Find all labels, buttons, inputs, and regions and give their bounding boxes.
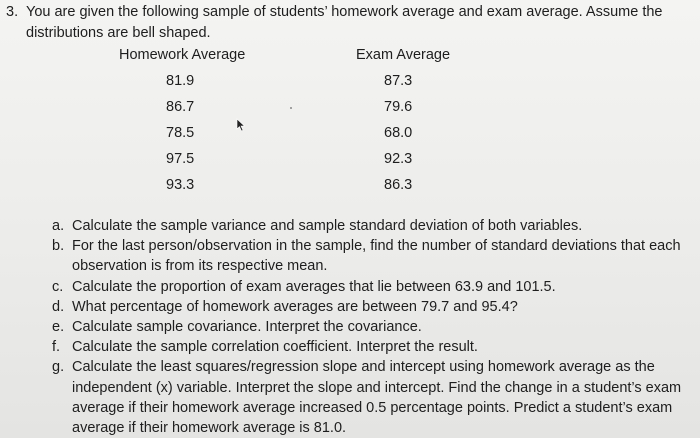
- part-text: For the last person/observation in the sample, find the number of standard deviations that each observation is from its respective mean.: [72, 238, 681, 275]
- question-text-line1: You are given the following sample of students’ homework average and exam average. Assume the: [26, 4, 663, 20]
- part-label: g.: [52, 359, 65, 376]
- exam-value: 92.3: [384, 151, 413, 167]
- part-label: d.: [52, 298, 65, 315]
- speck-mark: [290, 107, 292, 109]
- question-number: 3.: [6, 4, 19, 20]
- mouse-pointer-icon: [236, 118, 246, 132]
- part-text: Calculate sample covariance. Interpret the covariance.: [72, 319, 422, 336]
- part-label: a.: [52, 218, 65, 234]
- question-header: [6, 2, 686, 44]
- question-parts-list: [52, 216, 692, 438]
- homework-value: 86.7: [166, 99, 195, 115]
- homework-value: 78.5: [166, 125, 195, 141]
- exam-value: 68.0: [384, 125, 413, 141]
- part-label: b.: [52, 238, 65, 255]
- question-part-g: [52, 357, 692, 438]
- question-part-c: [52, 277, 692, 297]
- part-text: Calculate the sample variance and sample standard deviation of both variables.: [72, 218, 583, 234]
- exam-value: 86.3: [384, 177, 413, 193]
- part-label: f.: [52, 339, 61, 356]
- question-part-b: [52, 236, 692, 276]
- part-text: Calculate the sample correlation coefficient. Interpret the result.: [72, 339, 478, 356]
- part-label: e.: [52, 319, 65, 336]
- part-text: Calculate the least squares/regression slope and intercept using homework average as the independent (x) variable. Interpret the slope and intercept. Find the change in a student’s exam average if their homework average increased 0.5 percentage points. Predict a student’s exam average if their homework average is 81.0.: [72, 359, 682, 437]
- exam-average-header: Exam Average: [356, 47, 451, 63]
- question-part-f: [52, 337, 692, 357]
- homework-value: 97.5: [166, 151, 195, 167]
- exam-value: 79.6: [384, 99, 413, 115]
- question-part-a: [52, 216, 692, 236]
- homework-average-header: Homework Average: [119, 47, 246, 63]
- part-text: What percentage of homework averages are between 79.7 and 95.4?: [72, 298, 518, 315]
- question-text-line2: distributions are bell shaped.: [26, 25, 211, 41]
- homework-value: 81.9: [166, 73, 195, 89]
- question-part-e: [52, 317, 692, 337]
- part-text: Calculate the proportion of exam averages that lie between 63.9 and 101.5.: [72, 278, 556, 295]
- part-label: c.: [52, 278, 64, 295]
- homework-value: 93.3: [166, 177, 195, 193]
- question-part-d: [52, 297, 692, 317]
- exam-value: 87.3: [384, 73, 413, 89]
